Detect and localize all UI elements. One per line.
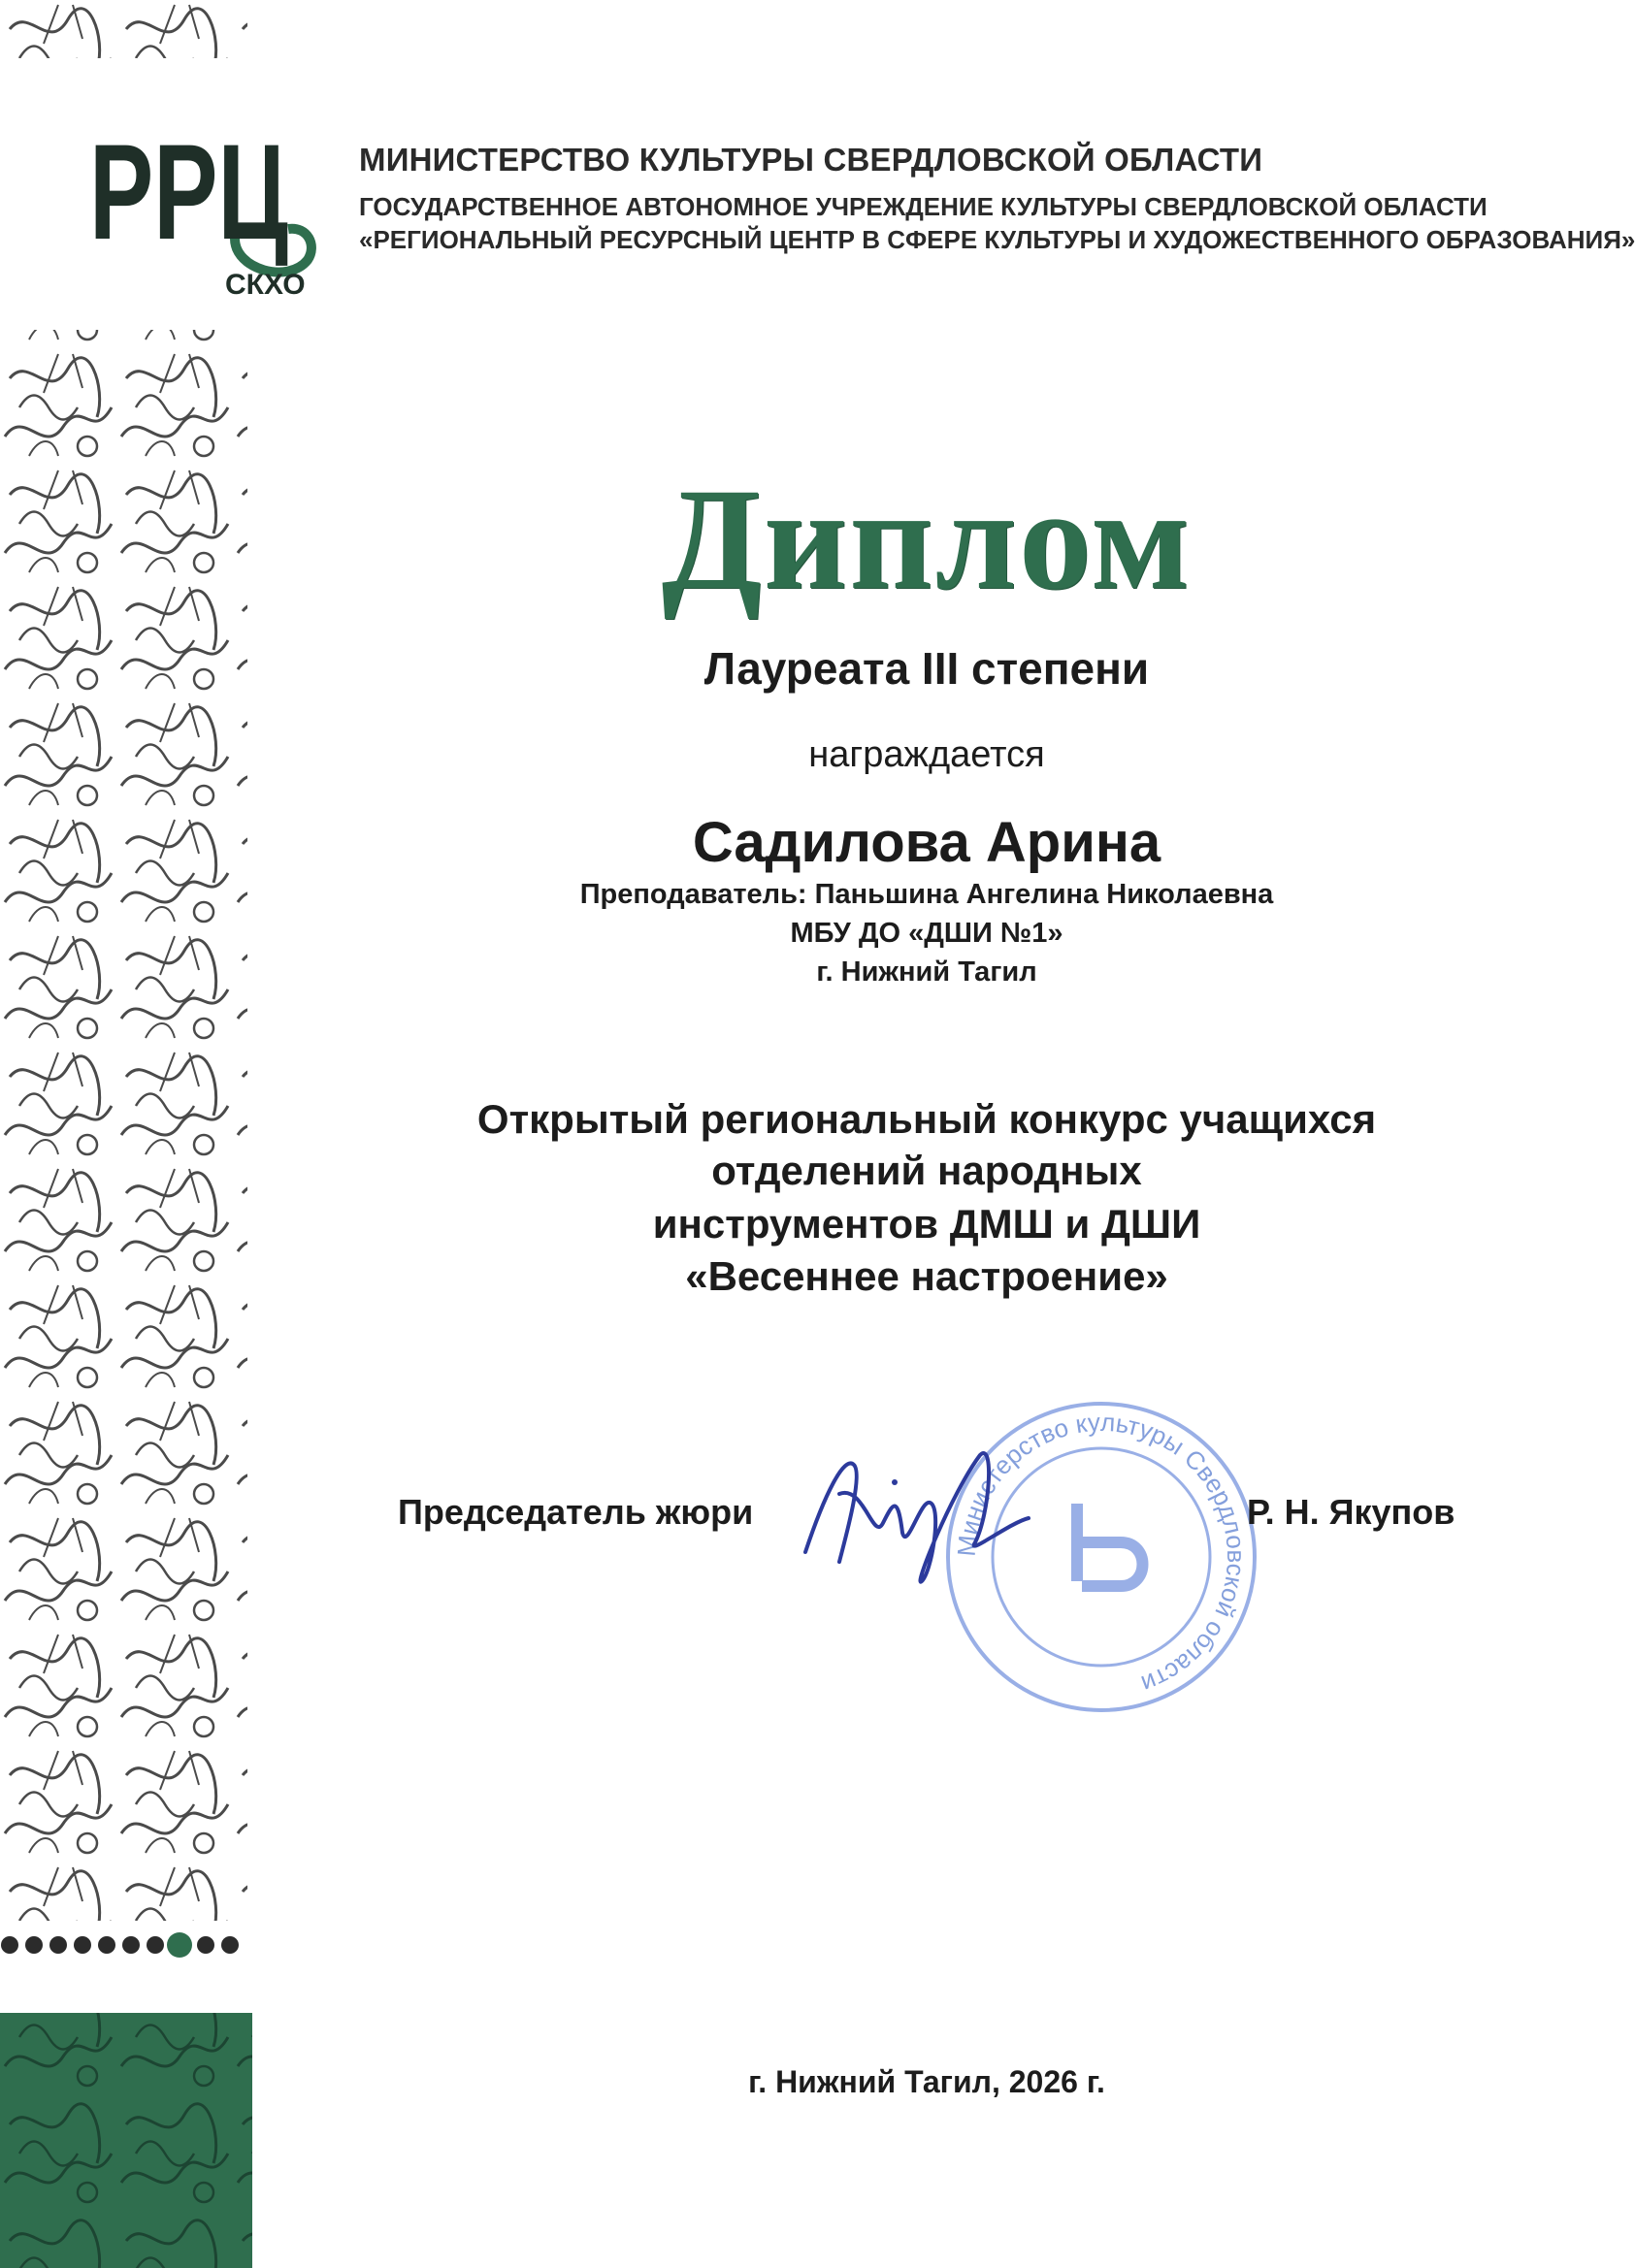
contest-title-line2: отделений народных xyxy=(711,1148,1142,1193)
ministry-name: МИНИСТЕРСТВО КУЛЬТУРЫ СВЕРДЛОВСКОЙ ОБЛАСТИ xyxy=(359,142,1263,178)
awarded-label: награждается xyxy=(808,734,1045,775)
rrc-logo xyxy=(89,115,322,308)
dot-row xyxy=(1,1932,239,1958)
school-name: МБУ ДО «ДШИ №1» xyxy=(790,918,1063,949)
contest-title-line1: Открытый региональный конкурс учащихся xyxy=(476,1096,1377,1142)
institution-name-line1: ГОСУДАРСТВЕННОЕ АВТОНОМНОЕ УЧРЕЖДЕНИЕ КУЛЬТУРЫ СВЕРДЛОВСКОЙ ОБЛАСТИ xyxy=(359,192,1488,221)
place-and-date: г. Нижний Тагил, 2026 г. xyxy=(748,2064,1105,2099)
svg-text:Министерство культуры Свердлов: Министерство культуры Свердловской области xyxy=(951,1407,1252,1700)
decorative-letter-pattern xyxy=(0,0,252,2268)
teacher-line: Преподаватель: Паньшина Ангелина Николаевна xyxy=(579,879,1274,910)
institution-name-line2: «РЕГИОНАЛЬНЫЙ РЕСУРСНЫЙ ЦЕНТР В СФЕРЕ КУЛЬТУРЫ И ХУДОЖЕСТВЕННОГО ОБРАЗОВАНИЯ» xyxy=(359,225,1635,254)
jury-chairman-name: Р. Н. Якупов xyxy=(1247,1492,1455,1532)
diploma-title: Диплом xyxy=(661,459,1193,620)
contest-title-line3: инструментов ДМШ и ДШИ xyxy=(652,1201,1201,1247)
svg-text:РРЦ: РРЦ xyxy=(89,115,288,268)
jury-chairman-label: Председатель жюри xyxy=(398,1492,754,1532)
handwritten-signature xyxy=(786,1436,1038,1601)
laureate-degree: Лауреата III степени xyxy=(703,643,1150,694)
contest-title-line4: «Весеннее настроение» xyxy=(685,1253,1168,1299)
svg-text:СКХО: СКХО xyxy=(225,269,306,301)
city-name: г. Нижний Тагил xyxy=(816,956,1037,988)
recipient-name: Садилова Арина xyxy=(692,811,1161,874)
